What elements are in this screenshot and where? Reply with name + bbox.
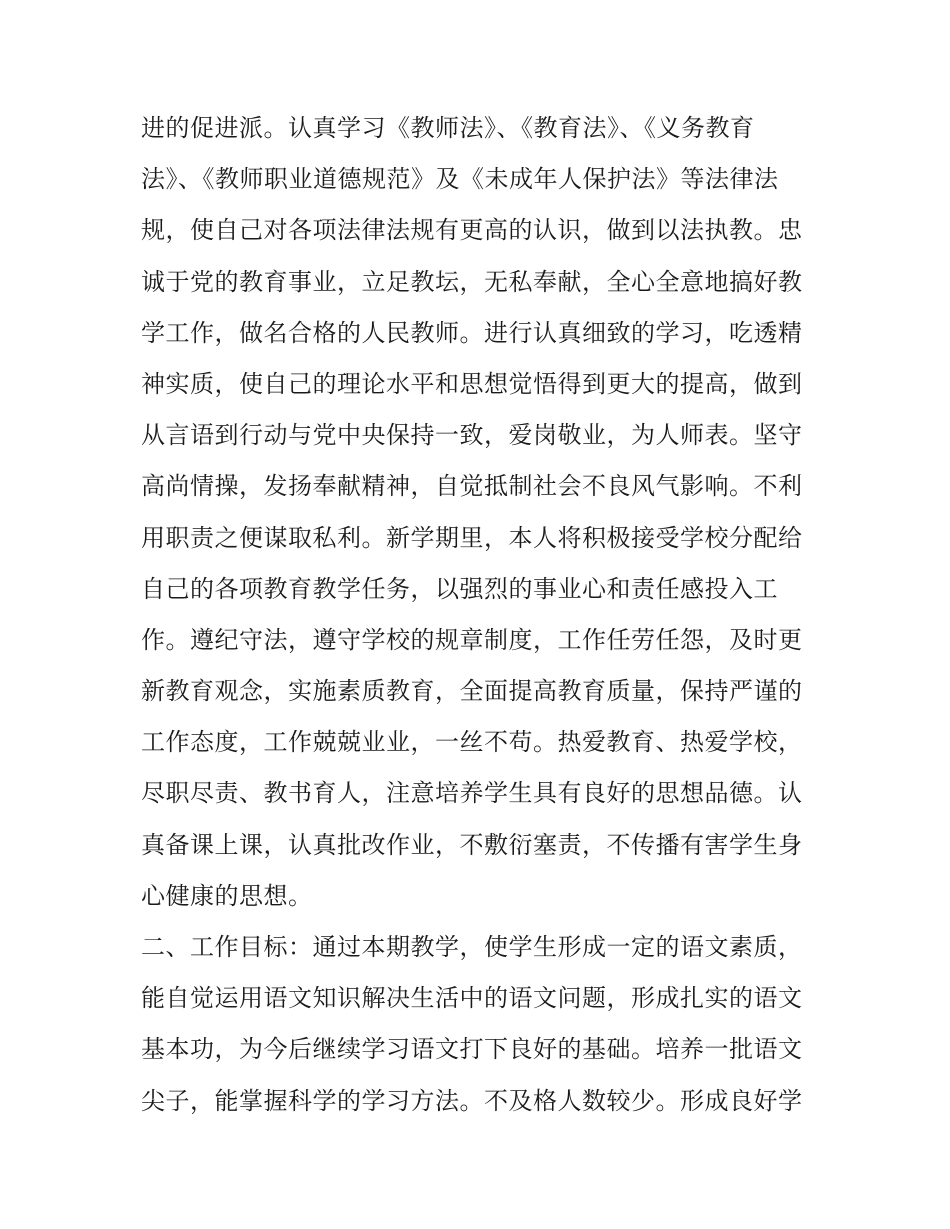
text-line: 基本功，为今后继续学习语文打下良好的基础。培养一批语文 [141,1035,803,1064]
text-line: 从言语到行动与党中央保持一致，爱岗敬业，为人师表。坚守 [141,421,803,450]
text-line: 作。遵纪守法，遵守学校的规章制度，工作任劳任怨，及时更 [141,625,803,654]
body-text [141,108,821,1132]
text-line: 能自觉运用语文知识解决生活中的语文问题，形成扎实的语文 [141,984,803,1013]
text-line: 新教育观念，实施素质教育，全面提高教育质量，保持严谨的 [141,677,803,706]
text-line: 进的促进派。认真学习《教师法》、《教育法》、《义务教育 [141,114,755,142]
text-line: 尽职尽责、教书育人，注意培养学生具有良好的思想品德。认 [141,779,803,808]
text-line: 用职责之便谋取私利。新学期里，本人将积极接受学校分配给 [141,523,803,552]
text-line: 真备课上课，认真批改作业，不敷衍塞责，不传播有害学生身 [141,830,803,859]
text-line: 诚于党的教育事业，立足教坛，无私奉献，全心全意地搞好教 [141,267,803,296]
text-line: 法》、《教师职业道德规范》及《未成年人保护法》等法律法 [141,165,779,194]
text-line: 神实质，使自己的理论水平和思想觉悟得到更大的提高，做到 [141,369,803,398]
text-line: 心健康的思想。 [141,881,313,910]
text-line: 学工作，做名合格的人民教师。进行认真细致的学习，吃透精 [141,318,803,347]
text-line: 工作态度，工作兢兢业业，一丝不苟。热爱教育、热爱学校， [141,728,803,757]
section-heading-line: 二、工作目标：通过本期教学，使学生形成一定的语文素质， [141,933,803,961]
text-line: 规，使自己对各项法律法规有更高的认识，做到以法执教。忠 [141,216,803,245]
text-line: 自己的各项教育教学任务，以强烈的事业心和责任感投入工 [141,574,778,603]
text-line: 高尚情操，发扬奉献精神，自觉抵制社会不良风气影响。不利 [141,472,803,501]
text-line: 尖子，能掌握科学的学习方法。不及格人数较少。形成良好学 [141,1086,803,1115]
